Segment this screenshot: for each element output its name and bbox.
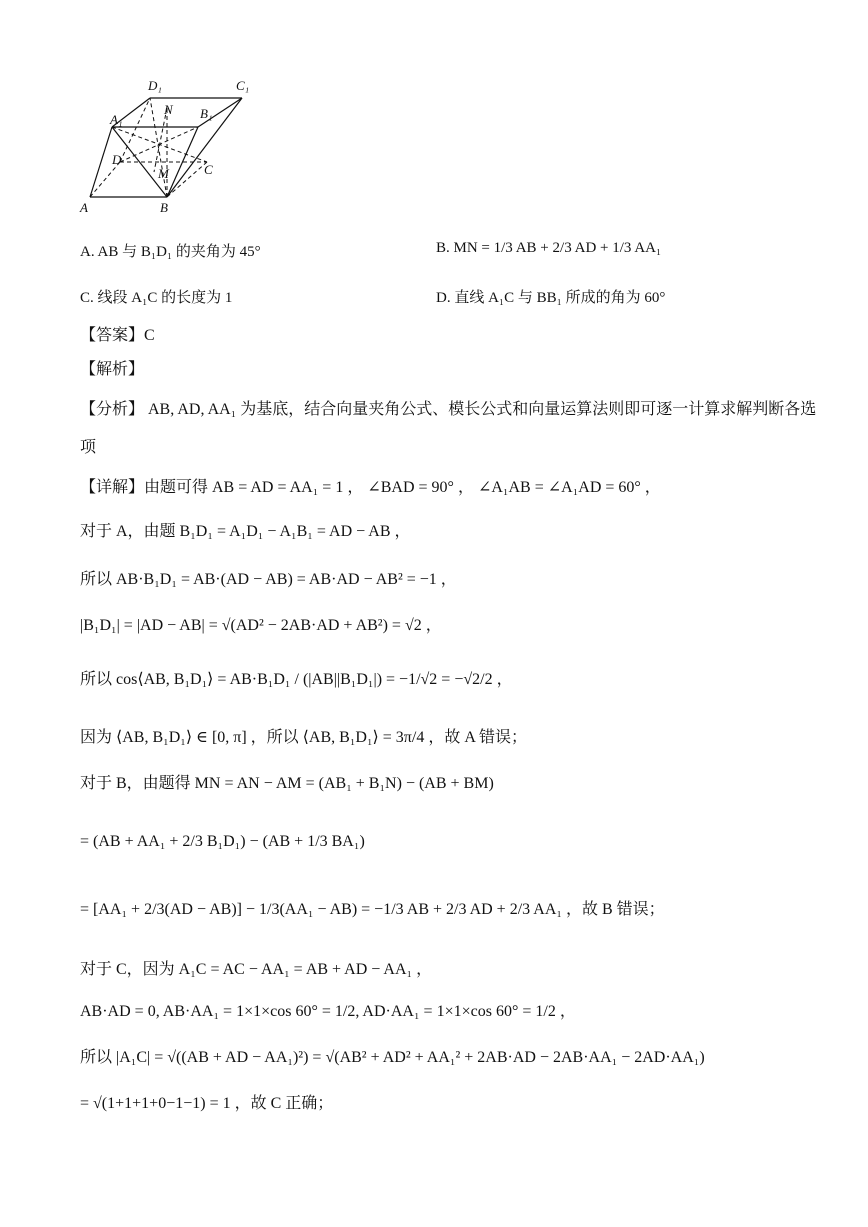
solution-line: = (AB + AA₁ + 2/3 B₁D₁) − (AB + 1/3 BA₁) [80,833,365,850]
option-b: B. MN = 1/3 AB + 2/3 AD + 1/3 AA₁ [436,240,662,256]
solution-line: 对于 C，因为 A₁C = AC − AA₁ = AB + AD − AA₁ ， [80,961,433,978]
solution-line: 因为 ⟨AB, B₁D₁⟩ ∈ [0, π] ，所以 ⟨AB, B₁D₁⟩ = 3π/4 ，故 A 错误； [80,729,527,746]
solution-line: 对于 A，由题 B₁D₁ = A₁D₁ − A₁B₁ = AD − AB ， [80,523,411,540]
solution-line: = [AA₁ + 2/3(AD − AB)] − 1/3(AA₁ − AB) = −1/3 AB + 2/3 AD + 2/3 AA₁ ，故 B 错误； [80,901,665,918]
option-c: C. 线段 A₁C 的长度为 1 [80,290,233,306]
label-A1: A₁ [110,112,123,127]
option-d: D. 直线 A₁C 与 BB₁ 所成的角为 60° [436,290,666,306]
answer: 【答案】C [80,327,155,344]
solution-line: AB·AD = 0, AB·AA₁ = 1×1×cos 60° = 1/2, AD·AA₁ = 1×1×cos 60° = 1/2 ， [80,1003,576,1020]
analysis-line-1: 【分析】 AB, AD, AA₁ 为基底，结合向量夹角公式、模长公式和向量运算法则即可逐一计算求解判断各选 [80,401,817,418]
solution-line: 对于 B，由题得 MN = AN − AM = (AB₁ + B₁N) − (AB + BM) [80,775,494,792]
solution-line: = √(1+1+1+0−1−1) = 1 ，故 C 正确； [80,1095,334,1112]
solution-line: 所以 |A₁C| = √((AB + AD − AA₁)²) = √(AB² + AD² + AA₁² + 2AB·AD − 2AB·AA₁ − 2AD·AA₁) [80,1049,705,1066]
label-B: B [160,200,168,215]
label-D: D [112,152,122,167]
detail-line-1: 【详解】由题可得 AB = AD = AA₁ = 1 ， ∠BAD = 90° ， ∠A₁AB = ∠A₁AD = 60° ， [80,479,661,496]
solution-line: 所以 cos⟨AB, B₁D₁⟩ = AB·B₁D₁ / (|AB||B₁D₁|) = −1/√2 = −√2/2 ， [80,671,513,688]
label-M: M [158,166,169,181]
label-A: A [80,200,88,215]
label-C1: C₁ [236,78,250,93]
solution-line: 所以 AB·B₁D₁ = AB·(AD − AB) = AB·AD − AB² = −1 ， [80,571,457,588]
label-C: C [204,162,213,177]
parallelepiped-figure [72,72,272,222]
jiexi-heading: 【解析】 [80,361,145,378]
label-N: N [164,102,173,117]
solution-line: |B₁D₁| = |AD − AB| = √(AD² − 2AB·AD + AB²) = √2 ， [80,617,442,634]
analysis-line-2: 项 [80,439,97,456]
option-a: A. AB 与 B₁D₁ 的夹角为 45° [80,244,261,260]
label-B1: B₁ [200,106,213,121]
label-D1: D₁ [148,78,162,93]
